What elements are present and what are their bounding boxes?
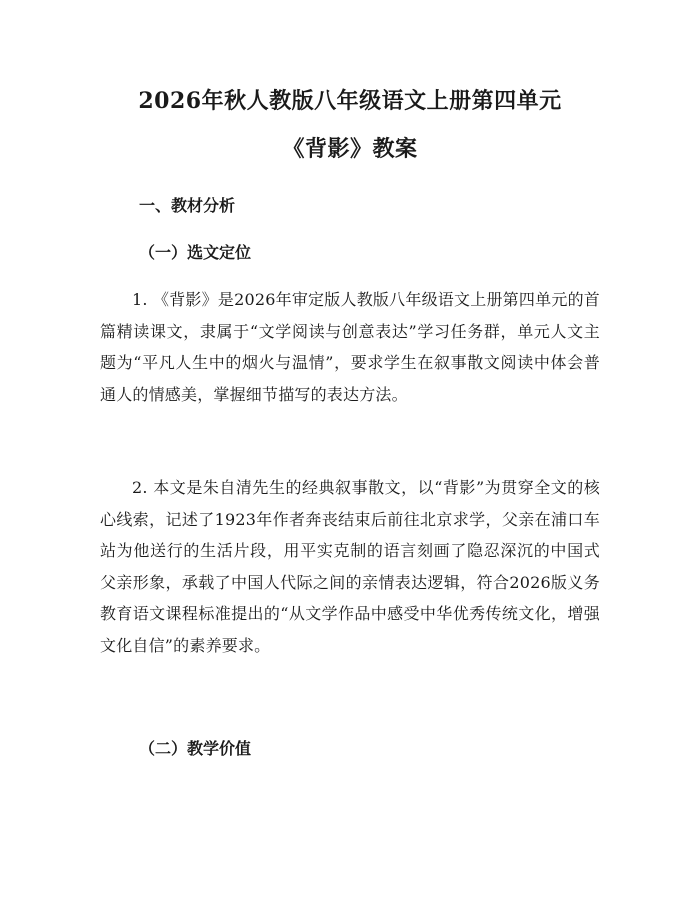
subsection-heading-teaching-value: （二）教学价值 — [139, 739, 252, 758]
section-heading-textbook-analysis: 一、教材分析 — [139, 196, 236, 215]
subsection-heading-text-positioning: （一）选文定位 — [139, 243, 252, 262]
document-title-line2: 《背影》教案 — [282, 136, 418, 162]
paragraph-1: 1. 《背影》是2026年审定版人教版八年级语文上册第四单元的首篇精读课文，隶属于“文学阅读与创意表达”学习任务群，单元人文主题为“平凡人生中的烟火与温情”，要求学生在叙事散文阅读中体会普通人的情感美，掌握细节描写的表达方法。 — [100, 290, 600, 404]
document-title-line1: 2026年秋人教版八年级语文上册第四单元 — [138, 88, 562, 114]
paragraph-2: 2. 本文是朱自清先生的经典叙事散文，以“背影”为贯穿全文的核心线索，记述了1923年作者奔丧结束后前往北京求学，父亲在浦口车站为他送行的生活片段，用平实克制的语言刻画了隐忍深沉的中国式父亲形象，承载了中国人代际之间的亲情表达逻辑，符合2026版义务教育语文课程标准提出的“从文学作品中感受中华优秀传统文化，增强文化自信”的素养要求。 — [100, 478, 600, 655]
